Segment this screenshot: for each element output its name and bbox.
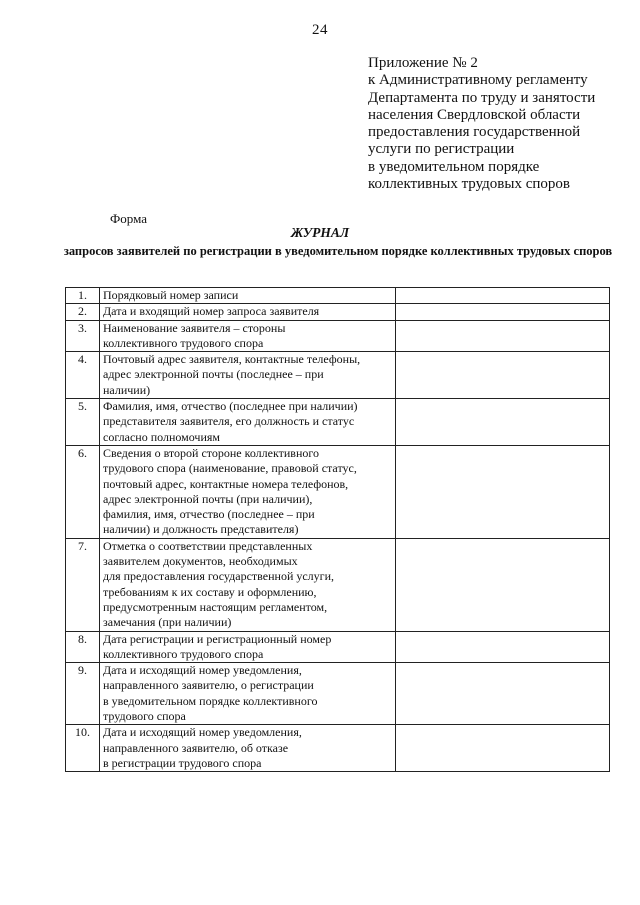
entry-cell[interactable] bbox=[396, 352, 610, 399]
row-description-line: Почтовый адрес заявителя, контактные телефоны, bbox=[103, 352, 361, 367]
row-description-line: согласно полномочиям bbox=[103, 429, 220, 444]
row-description-line: Дата и исходящий номер уведомления, bbox=[103, 663, 302, 678]
row-description-line: в уведомительном порядке коллективного bbox=[103, 693, 318, 708]
row-description bbox=[100, 320, 396, 352]
row-description-line: коллективного трудового спора bbox=[103, 646, 264, 661]
row-number: 1. bbox=[66, 288, 100, 304]
row-description-line: требованиям к их составу и оформлению, bbox=[103, 584, 317, 599]
entry-cell[interactable] bbox=[396, 538, 610, 631]
page-number: 24 bbox=[312, 22, 328, 38]
entry-cell[interactable] bbox=[396, 663, 610, 725]
row-description bbox=[100, 445, 396, 538]
row-number: 10. bbox=[66, 725, 100, 772]
row-description-line: Дата и входящий номер запроса заявителя bbox=[103, 304, 320, 319]
entry-cell[interactable] bbox=[396, 320, 610, 352]
row-description-line: Порядковый номер записи bbox=[103, 288, 239, 302]
row-description-line: Дата и исходящий номер уведомления, bbox=[103, 725, 302, 740]
row-number: 4. bbox=[66, 352, 100, 399]
table-row bbox=[66, 288, 610, 304]
row-description bbox=[100, 399, 396, 446]
entry-cell[interactable] bbox=[396, 631, 610, 663]
row-description-line: заявителем документов, необходимых bbox=[103, 554, 298, 569]
table-row bbox=[66, 320, 610, 352]
row-description-line: Фамилия, имя, отчество (последнее при наличии) bbox=[103, 399, 358, 414]
row-description-line: наличии) и должность представителя) bbox=[103, 522, 299, 537]
appendix-line: к Административному регламенту bbox=[368, 72, 588, 89]
row-number: 8. bbox=[66, 631, 100, 663]
table-row bbox=[66, 631, 610, 663]
row-description-line: предусмотренным настоящим регламентом, bbox=[103, 599, 328, 614]
appendix-line: Департамента по труду и занятости bbox=[368, 89, 596, 106]
row-description-line: Наименование заявителя – стороны bbox=[103, 320, 286, 335]
table-row bbox=[66, 399, 610, 446]
row-description bbox=[100, 538, 396, 631]
appendix-heading bbox=[368, 55, 630, 193]
row-description bbox=[100, 288, 396, 304]
journal-title: ЖУРНАЛ bbox=[290, 225, 350, 240]
row-description-line: Сведения о второй стороне коллективного bbox=[103, 445, 320, 460]
entry-cell[interactable] bbox=[396, 399, 610, 446]
row-description bbox=[100, 352, 396, 399]
appendix-line: предоставления государственной bbox=[368, 124, 581, 141]
row-description-line: направленного заявителю, об отказе bbox=[103, 740, 289, 755]
entry-cell[interactable] bbox=[396, 304, 610, 320]
row-number: 7. bbox=[66, 538, 100, 631]
table-row bbox=[66, 538, 610, 631]
entry-cell[interactable] bbox=[396, 725, 610, 772]
row-number: 5. bbox=[66, 399, 100, 446]
row-description-line: направленного заявителю, о регистрации bbox=[103, 678, 314, 693]
table-row bbox=[66, 304, 610, 320]
appendix-line: услуги по регистрации bbox=[368, 141, 515, 158]
form-label: Форма bbox=[110, 211, 147, 226]
row-description-line: адрес электронной почты (при наличии), bbox=[103, 491, 313, 506]
row-description-line: трудового спора (наименование, правовой статус, bbox=[103, 461, 357, 476]
table-row bbox=[66, 352, 610, 399]
row-number: 9. bbox=[66, 663, 100, 725]
row-description-line: трудового спора bbox=[103, 709, 186, 724]
appendix-line: Приложение № 2 bbox=[368, 55, 478, 71]
row-description-line: замечания (при наличии) bbox=[103, 615, 232, 630]
row-description-line: наличии) bbox=[103, 382, 151, 397]
row-description-line: для предоставления государственной услуги, bbox=[103, 569, 335, 584]
table-row bbox=[66, 663, 610, 725]
row-description-line: Дата регистрации и регистрационный номер bbox=[103, 631, 332, 646]
entry-cell[interactable] bbox=[396, 445, 610, 538]
row-number: 3. bbox=[66, 320, 100, 352]
appendix-line: в уведомительном порядке bbox=[368, 158, 540, 175]
table-row bbox=[66, 445, 610, 538]
row-description-line: представителя заявителя, его должность и статус bbox=[103, 414, 355, 429]
entry-cell[interactable] bbox=[396, 288, 610, 304]
row-description bbox=[100, 663, 396, 725]
row-description-line: адрес электронной почты (последнее – при bbox=[103, 367, 324, 382]
row-description-line: в регистрации трудового спора bbox=[103, 755, 262, 770]
table-row bbox=[66, 725, 610, 772]
row-number: 2. bbox=[66, 304, 100, 320]
appendix-line: коллективных трудовых споров bbox=[368, 176, 570, 193]
row-description-line: фамилия, имя, отчество (последнее – при bbox=[103, 507, 315, 522]
row-description bbox=[100, 725, 396, 772]
journal-table bbox=[65, 287, 610, 772]
row-description-line: коллективного трудового спора bbox=[103, 335, 264, 350]
row-description bbox=[100, 631, 396, 663]
row-description-line: Отметка о соответствии представленных bbox=[103, 538, 313, 553]
appendix-line: населения Свердловской области bbox=[368, 106, 581, 123]
row-description bbox=[100, 304, 396, 320]
row-description-line: почтовый адрес, контактные номера телефонов, bbox=[103, 476, 349, 491]
row-number: 6. bbox=[66, 445, 100, 538]
journal-subtitle: запросов заявителей по регистрации в уведомительном порядке коллективных трудовых споров bbox=[63, 244, 613, 258]
